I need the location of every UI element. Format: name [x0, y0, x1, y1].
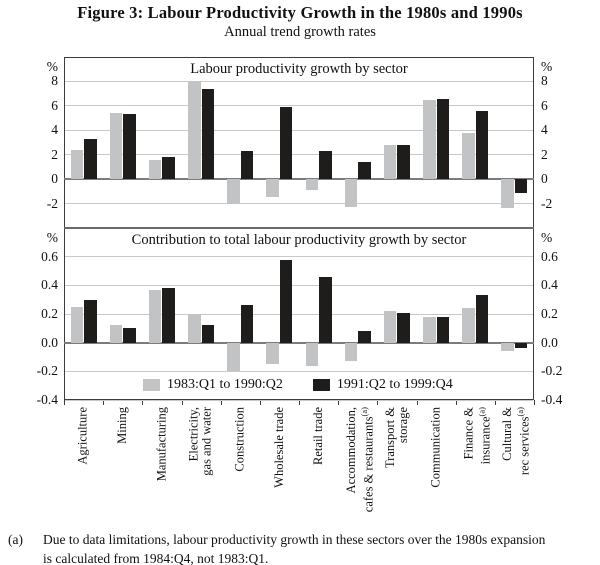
bar-1983-communication — [423, 317, 436, 343]
bar-1991-agriculture — [84, 300, 97, 343]
bar-1983-wholesale-trade — [266, 343, 279, 365]
axis-unit-right: % — [541, 59, 553, 74]
grid-line--0.2 — [65, 371, 533, 372]
y-tick-right-0.4: 0.4 — [541, 277, 558, 293]
bar-1991-transport — [397, 145, 410, 179]
x-axis-tick — [221, 400, 222, 405]
y-tick-left-0.2: 0.2 — [41, 306, 58, 321]
y-tick-right-8: 8 — [541, 73, 548, 89]
bar-1983-communication — [423, 100, 436, 179]
x-label-construction: Construction — [232, 407, 247, 472]
bar-1983-finance — [462, 133, 475, 179]
bar-1991-manufacturing — [162, 288, 175, 342]
footnote-line-1: Due to data limitations, labour productivity growth in these sectors over the 1980s expansion — [43, 532, 546, 547]
bar-1983-agriculture — [71, 307, 84, 343]
x-axis-tick — [456, 400, 457, 405]
bar-1991-cultural — [515, 179, 528, 192]
figure-subtitle: Annual trend growth rates — [224, 24, 376, 40]
grid-line-0.4 — [65, 285, 533, 286]
y-tick-left-0: 0 — [51, 171, 58, 187]
bar-1983-transport — [384, 311, 397, 343]
x-axis-tick — [103, 400, 104, 405]
bar-1991-electricity — [202, 89, 215, 179]
bar-1991-construction — [241, 305, 254, 342]
y-tick-right-4: 4 — [541, 122, 548, 138]
y-tick-right-0: 0 — [541, 171, 548, 187]
y-tick-left--2: -2 — [46, 195, 58, 211]
y-tick-left-0.4: 0.4 — [41, 277, 58, 293]
bar-1983-agriculture — [71, 150, 84, 179]
grid-line-8 — [65, 81, 533, 82]
x-label-wholesale-trade: Wholesale trade — [271, 407, 286, 488]
x-axis-tick — [377, 400, 378, 405]
bar-1983-mining — [110, 113, 123, 179]
bar-1983-finance — [462, 308, 475, 342]
grid-line--2 — [65, 203, 533, 204]
x-label-finance: Finance & insurance$^{(a)}$ — [461, 407, 493, 465]
y-tick-left--0.4: -0.4 — [36, 392, 58, 407]
axis-unit-right: % — [541, 230, 553, 245]
x-axis-tick — [182, 400, 183, 405]
grid-line-6 — [65, 105, 533, 106]
y-tick-right-0.2: 0.2 — [541, 306, 558, 321]
bar-1991-accommodation — [358, 331, 371, 342]
bar-1983-construction — [227, 343, 240, 372]
x-label-accommodation: Accommodation, cafes & restaurants$^{(a)}$ — [343, 407, 375, 513]
x-axis-tick — [534, 400, 535, 405]
bar-1983-mining — [110, 325, 123, 342]
x-label-transport: Transport & storage — [382, 407, 410, 469]
bar-1991-communication — [437, 99, 450, 180]
bar-1983-electricity — [188, 314, 201, 343]
x-label-manufacturing: Manufacturing — [154, 407, 169, 482]
y-tick-left-4: 4 — [51, 122, 58, 138]
bar-1991-retail-trade — [319, 277, 332, 343]
footnote-marker: (a) — [8, 532, 23, 547]
footnote-text — [43, 531, 573, 565]
bar-1983-construction — [227, 179, 240, 203]
bar-1983-accommodation — [345, 343, 358, 362]
legend-label-1990s: 1991:Q2 to 1999:Q4 — [336, 377, 453, 392]
axis-unit-left: % — [46, 230, 58, 245]
x-label-retail-trade: Retail trade — [311, 407, 326, 465]
y-tick-right-2: 2 — [541, 146, 548, 162]
bar-1983-cultural — [501, 343, 514, 352]
y-tick-right-6: 6 — [541, 97, 548, 113]
bar-1991-accommodation — [358, 162, 371, 179]
x-label-electricity: Electricity, gas and water — [187, 407, 215, 476]
bar-1991-agriculture — [84, 139, 97, 179]
bar-1983-accommodation — [345, 179, 358, 207]
legend-item-1980s — [143, 377, 283, 393]
x-axis-tick — [142, 400, 143, 405]
bar-1991-wholesale-trade — [280, 107, 293, 179]
y-tick-right--0.4: -0.4 — [541, 392, 563, 407]
x-label-agriculture: Agriculture — [76, 407, 91, 465]
bar-1991-manufacturing — [162, 157, 175, 179]
top-panel-title: Labour productivity growth by sector — [190, 61, 408, 77]
bar-1983-retail-trade — [306, 179, 319, 190]
legend-item-1990s — [313, 377, 453, 393]
x-axis-tick — [338, 400, 339, 405]
figure-title: Figure 3: Labour Productivity Growth in the 1980s and 1990s — [77, 3, 523, 22]
y-tick-left-0.0: 0.0 — [41, 334, 58, 350]
grid-line-0.6 — [65, 256, 533, 257]
y-tick-right-0.0: 0.0 — [541, 334, 558, 350]
bar-1983-transport — [384, 145, 397, 179]
grid-line--0.4 — [65, 400, 533, 401]
bar-1983-electricity — [188, 81, 201, 179]
bar-1983-manufacturing — [149, 290, 162, 343]
y-tick-left-0.6: 0.6 — [41, 248, 58, 264]
x-label-communication: Communication — [428, 407, 443, 488]
legend-swatch-1980s — [143, 379, 160, 391]
bar-1983-retail-trade — [306, 343, 319, 366]
bar-1983-cultural — [501, 179, 514, 208]
y-tick-right--2: -2 — [541, 195, 553, 211]
x-label-mining: Mining — [115, 407, 130, 444]
bar-1991-transport — [397, 313, 410, 343]
y-tick-right-0.6: 0.6 — [541, 248, 558, 264]
bar-1991-electricity — [202, 325, 215, 342]
x-axis-tick — [417, 400, 418, 405]
bar-1991-finance — [476, 295, 489, 342]
legend-swatch-1990s — [313, 379, 330, 391]
legend — [143, 377, 453, 393]
bar-1991-mining — [123, 328, 136, 342]
y-tick-right--0.2: -0.2 — [541, 363, 563, 379]
y-tick-left-2: 2 — [51, 146, 58, 162]
bar-1983-wholesale-trade — [266, 179, 279, 197]
bottom-panel-title: Contribution to total labour productivity growth by sector — [131, 232, 467, 248]
y-tick-left-8: 8 — [51, 73, 58, 89]
y-tick-left-6: 6 — [51, 97, 58, 113]
x-axis-tick — [299, 400, 300, 405]
bar-1991-mining — [123, 114, 136, 179]
axis-unit-left: % — [46, 59, 58, 74]
bar-1983-manufacturing — [149, 160, 162, 180]
x-label-cultural: Cultural & rec services$^{(a)}$ — [500, 407, 532, 476]
bar-1991-finance — [476, 111, 489, 179]
bar-1991-wholesale-trade — [280, 260, 293, 343]
legend-label-1980s: 1983:Q1 to 1990:Q2 — [167, 377, 283, 392]
bar-1991-construction — [241, 151, 254, 179]
bar-1991-cultural — [515, 343, 528, 349]
x-axis-tick — [495, 400, 496, 405]
x-axis-tick — [64, 400, 65, 405]
x-axis-tick — [260, 400, 261, 405]
bar-1991-retail-trade — [319, 151, 332, 179]
bar-1991-communication — [437, 317, 450, 343]
footnote-line-2: is calculated from 1984:Q4, not 1983:Q1. — [43, 550, 269, 565]
y-tick-left--0.2: -0.2 — [36, 363, 58, 379]
